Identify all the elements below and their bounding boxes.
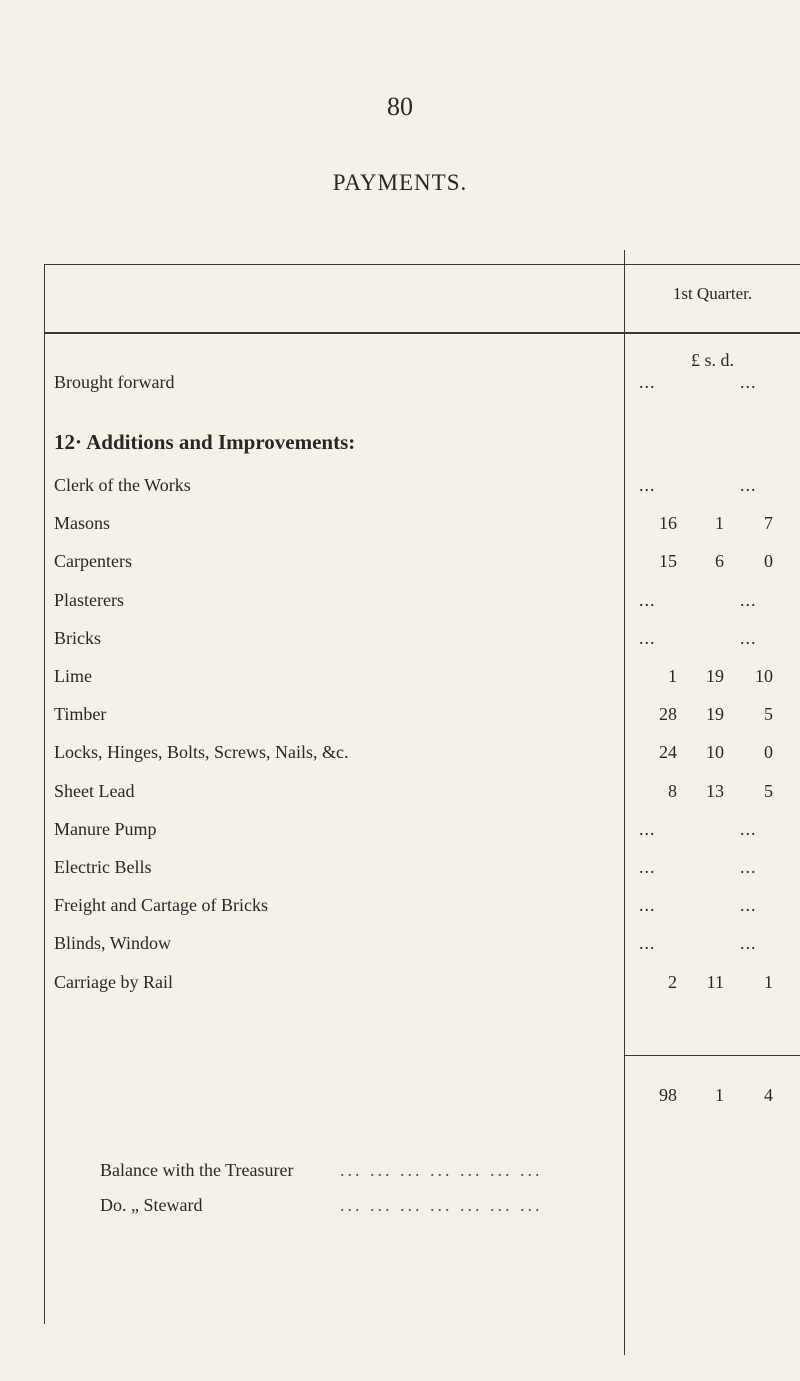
table-row [54,742,624,772]
amount-pence: 1 [764,971,773,992]
row-label: Brought forward [54,372,175,392]
total-pounds: 98 [659,1085,677,1105]
balance-label: Balance with the Treasurer [100,1160,294,1180]
amount-pence: 0 [764,742,773,763]
amount-shillings: 19 [706,666,724,686]
table-row [54,590,624,620]
row-amount [625,551,800,581]
row-label: Timber [54,704,107,725]
row-label: Clerk of the Works [54,475,191,495]
amount-shillings: 13 [706,780,724,801]
row-label: Carpenters [54,551,132,572]
amount-pence: 0 [764,551,773,572]
leader-dots: ... ... ... ... ... ... ... [340,1195,543,1215]
row-amount [625,666,800,696]
row-label: Sheet Lead [54,780,135,801]
amount-shillings: 6 [715,551,724,572]
currency-units: £ s. d. [690,350,734,370]
row-label: Locks, Hinges, Bolts, Screws, Nails, &c. [54,742,349,763]
table-header-rule [44,332,800,334]
amount-pence: 5 [764,704,773,725]
amount-total [625,1085,800,1115]
nil-mark: ... [740,372,757,392]
amount-shillings: 10 [706,742,724,763]
row-label: Lime [54,666,92,686]
row-amount [625,819,800,849]
nil-mark: ... [639,372,656,392]
nil-mark: ... [740,818,757,839]
nil-mark: ... [639,475,656,495]
table-row [54,972,624,1002]
row-label: Freight and Cartage of Bricks [54,895,268,916]
row-amount [625,513,800,543]
table-row [54,551,624,581]
table-row [54,895,624,925]
row-label: Blinds, Window [54,933,171,954]
row-amount [625,857,800,887]
amount-pounds: 16 [659,513,677,534]
row-label: Bricks [54,627,101,648]
amount-brought-forward [625,372,800,402]
leader-dots: ... ... ... ... ... ... ... [340,1160,543,1180]
amount-pounds: 24 [659,742,677,763]
table-row [54,704,624,734]
total-shillings: 1 [715,1085,724,1105]
row-amount [625,895,800,925]
table-row [54,933,624,963]
table-row [54,857,624,887]
row-label: Electric Bells [54,857,152,877]
nil-mark: ... [639,627,656,648]
total-rule [624,1055,800,1056]
section-heading: 12· Additions and Improvements: [54,430,356,454]
row-amount [625,628,800,658]
table-row [54,513,624,543]
nil-mark: ... [740,589,757,610]
nil-mark: ... [639,818,656,839]
nil-mark: ... [740,895,757,916]
row-amount [625,475,800,505]
table-row [54,819,624,849]
amount-pence: 10 [755,666,773,686]
row-label: Manure Pump [54,818,157,839]
nil-mark: ... [740,627,757,648]
table-row [54,628,624,658]
row-amount [625,704,800,734]
row-label: Carriage by Rail [54,971,173,992]
row-amount [625,972,800,1002]
page-title: PAYMENTS. [332,170,468,195]
table-row [54,781,624,811]
amount-pounds: 28 [659,704,677,725]
row-amount [625,781,800,811]
row-brought-forward [54,372,624,402]
nil-mark: ... [639,895,656,916]
amount-pounds: 15 [659,551,677,572]
table-row [54,666,624,696]
row-amount [625,590,800,620]
row-amount [625,933,800,963]
row-label: Masons [54,513,111,534]
nil-mark: ... [639,857,656,877]
amount-shillings: 11 [706,971,724,992]
total-pence: 4 [764,1085,773,1105]
nil-mark: ... [740,857,757,877]
amount-pounds: 8 [668,780,677,801]
row-amount [625,742,800,772]
amount-shillings: 1 [715,513,724,534]
page-number: 80 [387,92,413,121]
table-row [54,475,624,505]
nil-mark: ... [740,475,757,495]
nil-mark: ... [740,933,757,954]
amount-pence: 7 [764,513,773,534]
amount-pounds: 2 [668,971,677,992]
nil-mark: ... [639,933,656,954]
table-left-rule [44,264,45,1324]
table-top-rule [44,264,800,265]
amount-pounds: 1 [668,666,677,686]
row-label: Plasterers [54,589,124,610]
amount-shillings: 19 [706,704,724,725]
balance-row-treasurer [100,1160,800,1181]
nil-mark: ... [639,589,656,610]
amount-pence: 5 [764,780,773,801]
column-header-quarter: 1st Quarter. [672,284,753,303]
balance-label: Do. „ Steward [100,1195,203,1215]
